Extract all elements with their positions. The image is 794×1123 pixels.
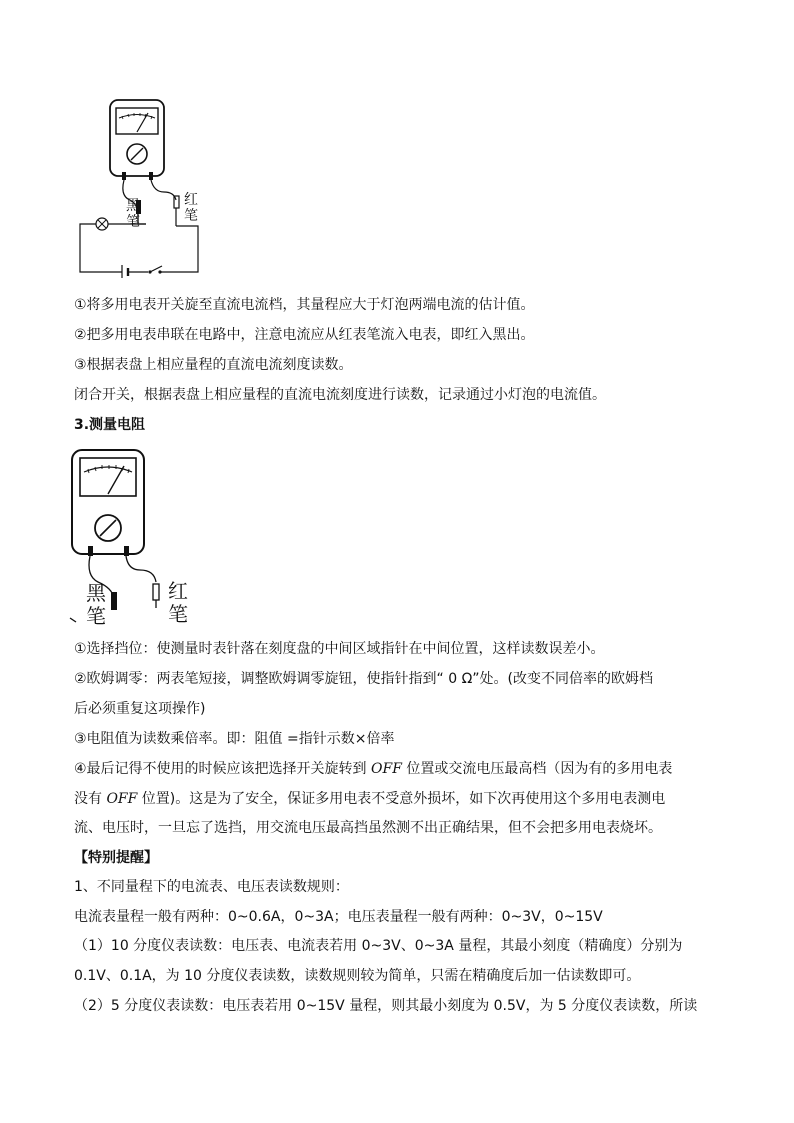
black-probe-label-1: 黑 [126, 198, 140, 214]
current-summary: 闭合开关，根据表盘上相应量程的直流电流刻度进行读数，记录通过小灯泡的电流值。 [74, 387, 606, 403]
meter-display [80, 458, 136, 496]
resistance-step-4b [74, 789, 665, 809]
resistance-step-4a [74, 759, 672, 779]
tips-title: 【特别提醒】 [74, 850, 158, 866]
red-probe-label-1: 红 [168, 579, 188, 603]
red-probe-label-1: 红 [184, 192, 198, 208]
tips-line-3: （1）10 分度仪表读数：电压表、电流表若用 0~3V、0~3A 量程，其最小刻度（精确度）分别为 [74, 938, 683, 954]
step-4a-text-1: ④最后记得不使用的时候应该把选择开关旋转到 [74, 761, 371, 777]
off-word: OFF [371, 761, 402, 777]
tips-line-4: 0.1V、0.1A，为 10 分度仪表读数，读数规则较为简单，只需在精确度后加一估读数即可。 [74, 968, 641, 984]
tips-line-5: （2）5 分度仪表读数：电压表若用 0~15V 量程，则其最小刻度为 0.5V，为 5 分度仪表读数，所读 [74, 998, 698, 1014]
meter-display [116, 108, 158, 134]
current-step-2: ②把多用电表串联在电路中，注意电流应从红表笔流入电表，即红入黑出。 [74, 327, 535, 343]
meter-needle [137, 113, 148, 132]
multimeter-body [72, 450, 144, 554]
red-probe [153, 584, 159, 600]
black-probe-label-1: 黑 [86, 581, 106, 605]
step-4a-text-2: 位置或交流电压最高档（因为有的多用电表 [401, 761, 673, 777]
resistance-step-3: ③电阻值为读数乘倍率。即：阻值 =指针示数×倍率 [74, 731, 395, 747]
tips-line-1: 1、不同量程下的电流表、电压表读数规则： [74, 879, 349, 895]
off-word: OFF [106, 791, 138, 807]
resistance-step-2b: 后必须重复这项操作) [74, 701, 206, 717]
figure-ammeter-circuit [74, 96, 204, 278]
red-probe-label-2: 笔 [184, 208, 198, 224]
resistance-step-1: ①选择挡位：使测量时表针落在刻度盘的中间区域指针在中间位置，这样读数误差小。 [74, 641, 605, 657]
black-probe-label-2: 笔 [86, 604, 106, 626]
resistance-step-2a: ②欧姆调零：两表笔短接，调整欧姆调零旋钮，使指针指到“ 0 Ω”处。(改变不同倍率的欧姆档 [74, 671, 654, 687]
black-probe-label-2: 笔 [126, 214, 140, 230]
resistance-step-4c: 流、电压时，一旦忘了选挡，用交流电压最高挡虽然测不出正确结果，但不会把多用电表烧坏。 [74, 820, 662, 836]
black-probe [111, 592, 117, 610]
tips-line-2: 电流表量程一般有两种：0~0.6A，0~3A；电压表量程一般有两种：0~3V，0~15V [74, 909, 603, 925]
step-4b-text-1: 没有 [74, 791, 107, 807]
current-step-1: ①将多用电表开关旋至直流电流档，其量程应大于灯泡两端电流的估计值。 [74, 297, 535, 313]
red-probe-label-2: 笔 [168, 602, 188, 626]
figure-ohmmeter [66, 446, 196, 626]
step-4b-text-2: 位置)。这是为了安全，保证多用电表不受意外损坏，如下次再使用这个多用电表测电 [137, 791, 666, 807]
current-step-3: ③根据表盘上相应量程的直流电流刻度读数。 [74, 357, 353, 373]
section-title: 3.测量电阻 [74, 417, 146, 433]
meter-needle [108, 466, 124, 494]
